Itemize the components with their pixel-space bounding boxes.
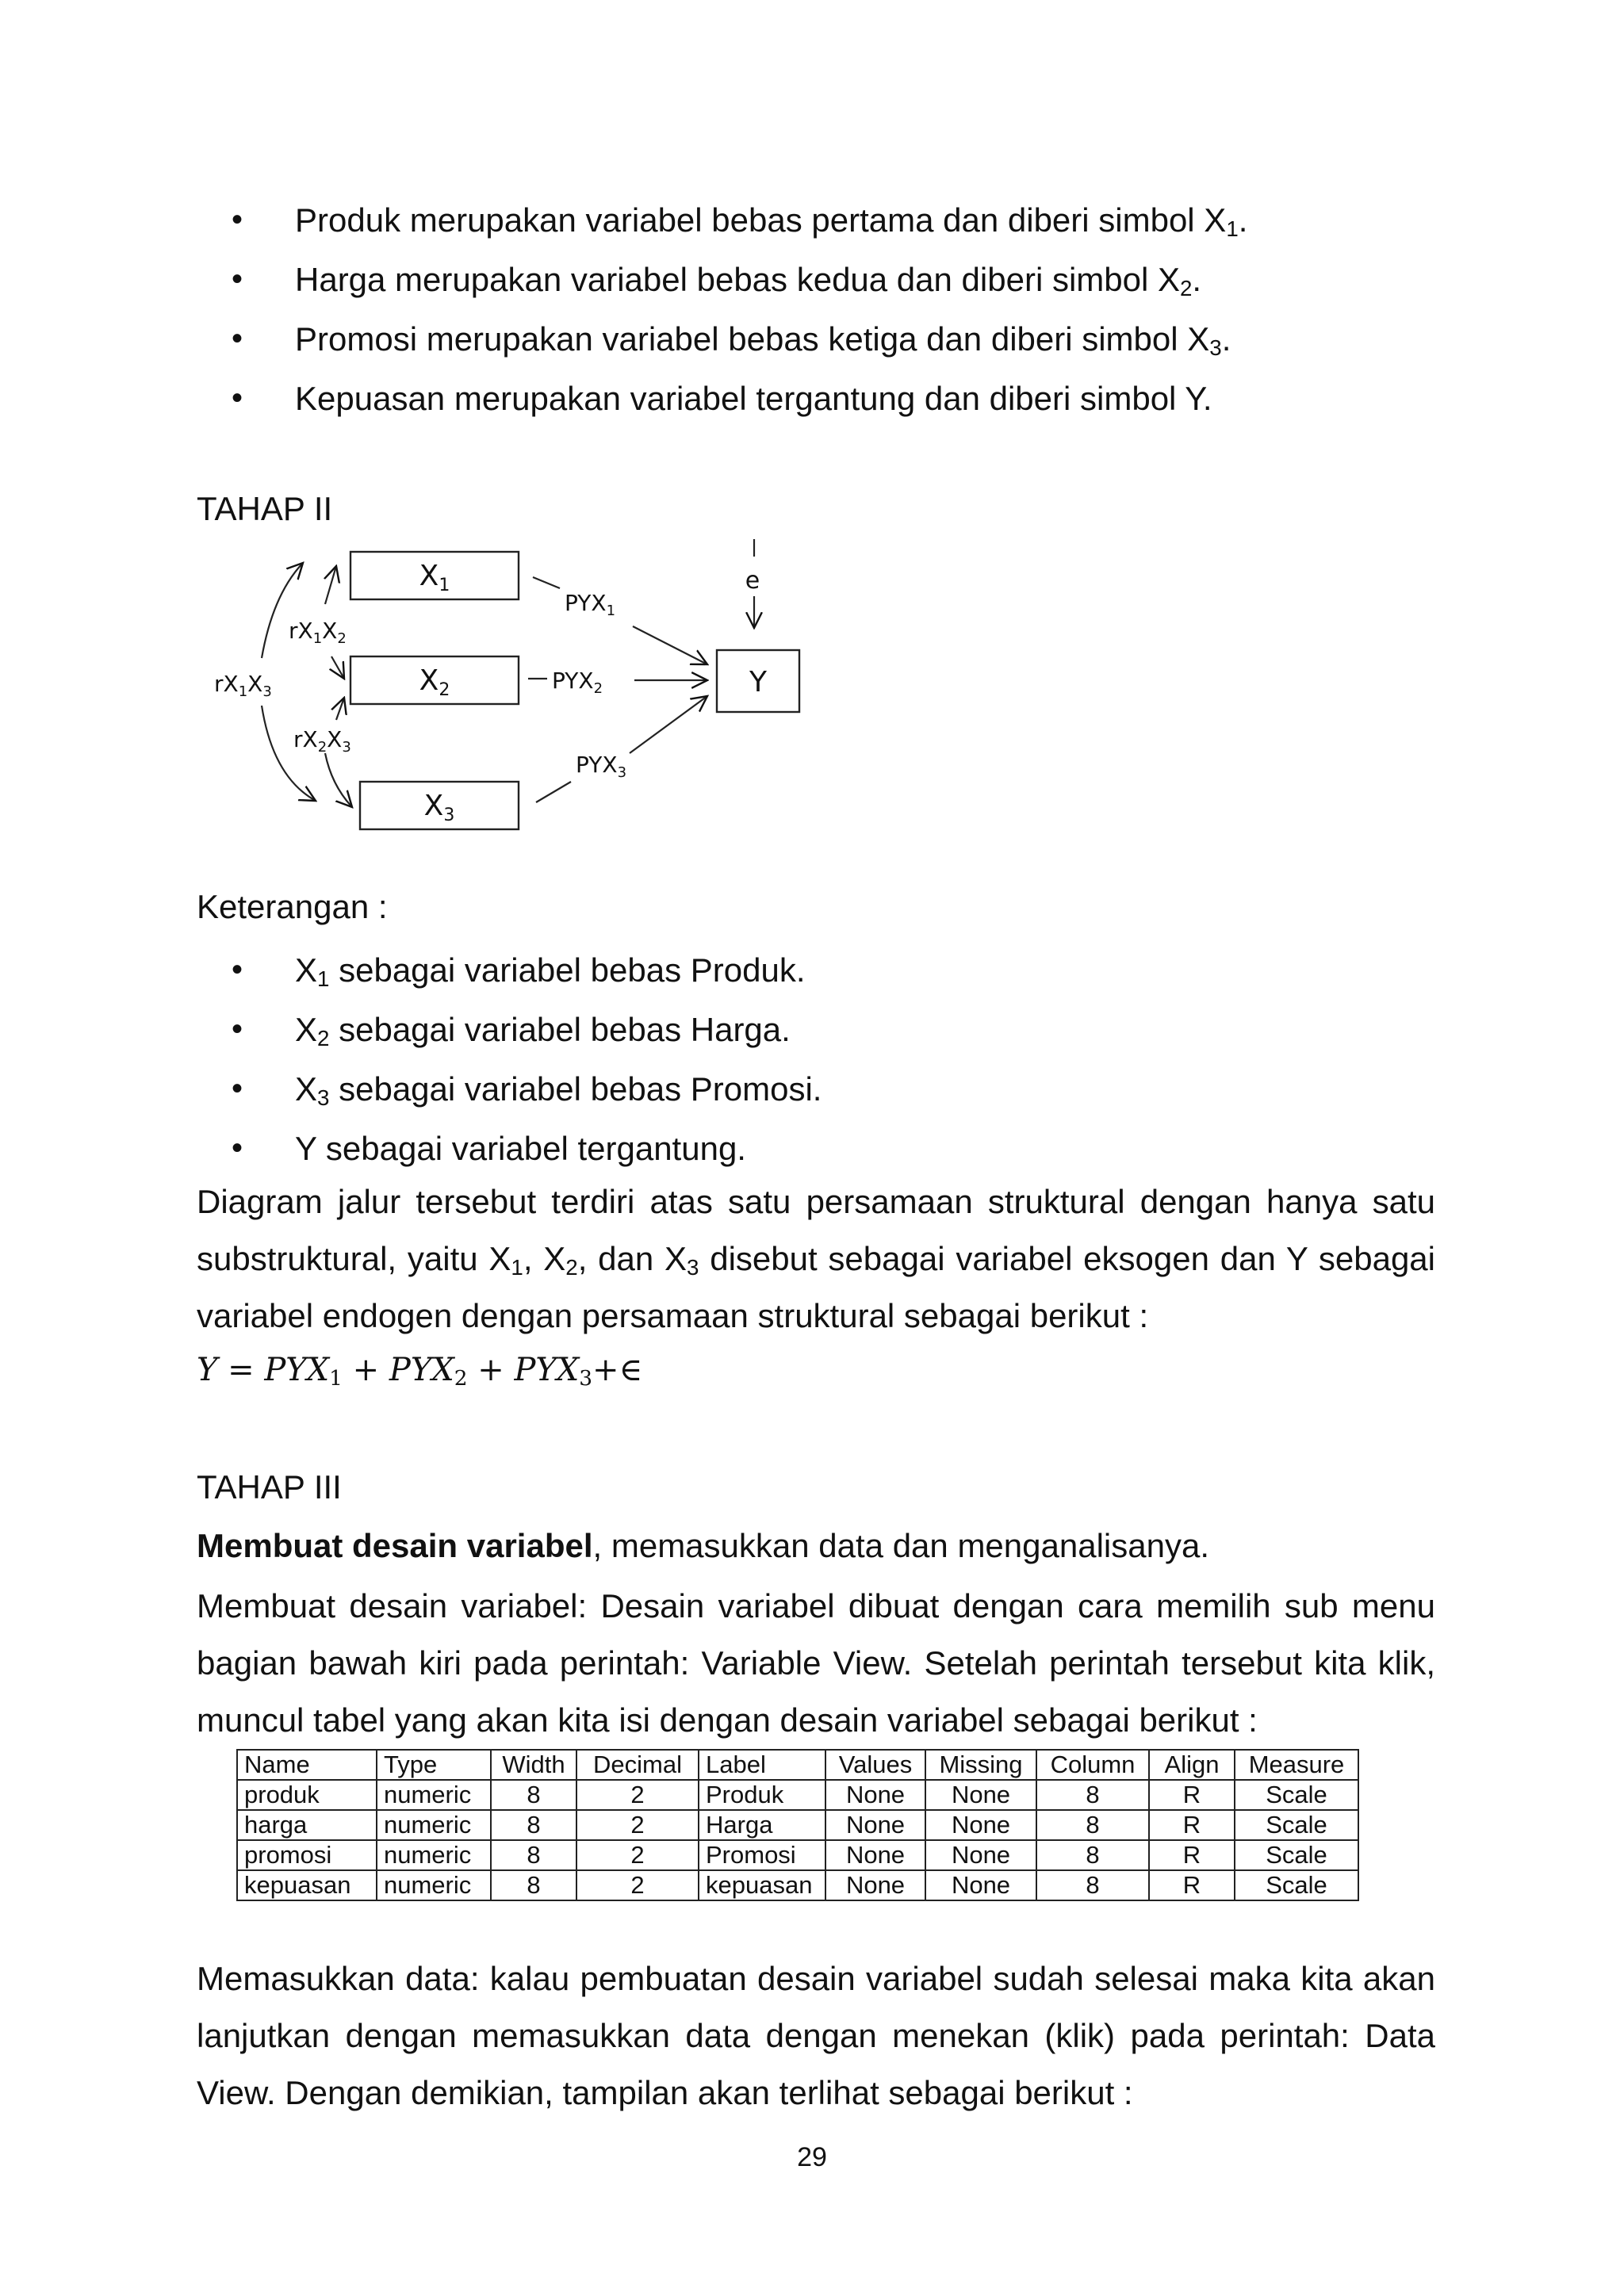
table-header-row: Name Type Width Decimal Label Values Missing Column Align Measure (237, 1750, 1358, 1780)
section-heading-tahap-3: TAHAP III (197, 1468, 342, 1506)
variable-design-table (236, 1749, 1359, 1901)
label-pyx2: $PYX_2$ (552, 668, 603, 697)
arrow-rx1x3-to-x3 (262, 706, 316, 801)
arrow-pyx1-to-y (633, 626, 707, 664)
label-y: Y (749, 666, 767, 698)
label-e: e (745, 567, 760, 595)
table-row: promosi numeric 8 2 Promosi None None 8 R Scale (237, 1840, 1358, 1870)
paragraph-data-entry: Memasukkan data: kalau pembuatan desain variabel sudah selesai maka kita akan lanjutkan dengan memasukkan data dengan menekan (klik) pada perintah: Data View. Dengan demikian, tampilan akan terlihat sebagai berikut : (197, 1960, 1435, 2111)
line-x3-pyx3 (536, 782, 571, 802)
structural-equation: $Y = PYX_1 + PYX_2$ + $PYX_3+\in$ (197, 1352, 643, 1391)
arrow-rx2x3-to-x3 (325, 753, 352, 807)
page-number: 29 (797, 2142, 827, 2172)
arrow-rx2x3-to-x2 (336, 698, 344, 720)
path-diagram (206, 539, 809, 856)
label-rx1x3: $rX_1X_3$ (214, 671, 272, 700)
arrow-rx1x2-to-x1 (325, 566, 336, 604)
arrow-pyx3-to-y (630, 696, 707, 753)
label-x3: X3 (423, 790, 455, 825)
label-pyx3: $PYX_3$ (576, 752, 627, 781)
label-rx2x3: $rX_2X_3$ (293, 726, 351, 756)
line-x1-pyx1 (533, 577, 560, 588)
document-page: • Produk merupakan variabel bebas pertama dan diberi simbol $X_1$. • Harga merupakan variabel bebas kedua dan diberi simbol $X_2$. • Promosi merupakan variabel bebas ketiga dan diberi simbol $X_3$. • Kepuasan merupakan variabel tergantung dan diberi simbol Y. TAHAP II X1 X2 X3 Y e $PYX_1$ $PYX_2$ $PYX_3$ $rX_1X_2$ $rX_1X_3$ $rX_2X_3$ Keterangan : • $X_1$ sebagai variabel bebas Produk. • $X_2$ sebagai variabel bebas Harga. • $X_3$ sebagai variabel bebas Promosi. • Y sebagai variabel tergantung. Diagram jalur tersebut terdiri atas satu persamaan struktural dengan hanya satu substruktural, yaitu $X_1$, $X_2$, dan $X_3$ disebut sebagai variabel eksogen dan Y sebagai variabel endogen dengan persamaan struktural sebagai berikut : $Y = PYX_1 + PYX_2$ + $PYX_3+\in$ TAHAP III Membuat desain variabel, memasukkan data dan menganalisanya. Membuat desain variabel: Desain variabel dibuat dengan cara memilih sub menu bagian bawah kiri pada perintah: Variable View. Setelah perintah tersebut kita klik, muncul tabel yang akan kita isi dengan desain variabel sebagai berikut : Name Type Width Decimal Label Values Missing Column Align Measure produk numeric 8 2 Produk None None 8 R Scale harga numeric 8 2 Harga None None 8 R Scale promosi numeric 8 2 Promosi None None 8 R Scale kepuasan numeric 8 2 kepuasan None None 8 R Scale Memasukkan data: kalau pembuatan desain variabel sudah selesai maka kita akan lanjutkan dengan memasukkan data dengan menekan (klik) pada perintah: Data View. Dengan demikian, tampilan akan terlihat sebagai berikut : 29 (0, 0, 1624, 2296)
arrow-rx1x3-to-x1 (262, 563, 303, 658)
keterangan-label: Keterangan : (197, 888, 388, 925)
label-x1: X1 (419, 560, 450, 595)
paragraph-diagram-description: Diagram jalur tersebut terdiri atas satu persamaan struktural dengan hanya satu substruktural, yaitu $X_1$, $X_2$, dan $X_3$ disebut sebagai variabel eksogen dan Y sebagai variabel endogen dengan persamaan struktural sebagai berikut : (197, 1183, 1435, 1334)
table-row: kepuasan numeric 8 2 kepuasan None None 8 R Scale (237, 1870, 1358, 1900)
arrow-rx1x2-to-x2 (331, 656, 344, 679)
paragraph-variable-design: Membuat desain variabel: Desain variabel dibuat dengan cara memilih sub menu bagian bawah kiri pada perintah: Variable View. Setelah perintah tersebut kita klik, muncul tabel yang akan kita isi dengan desain variabel sebagai berikut : (197, 1587, 1435, 1739)
table-row: produk numeric 8 2 Produk None None 8 R Scale (237, 1780, 1358, 1810)
section-heading-tahap-2: TAHAP II (197, 490, 333, 527)
label-pyx1: $PYX_1$ (565, 590, 616, 619)
table-row: harga numeric 8 2 Harga None None 8 R Scale (237, 1810, 1358, 1840)
tahap3-intro: Membuat desain variabel, memasukkan data dan menganalisanya. (197, 1527, 1209, 1564)
label-rx1x2: $rX_1X_2$ (289, 618, 347, 647)
label-x2: X2 (419, 664, 450, 700)
